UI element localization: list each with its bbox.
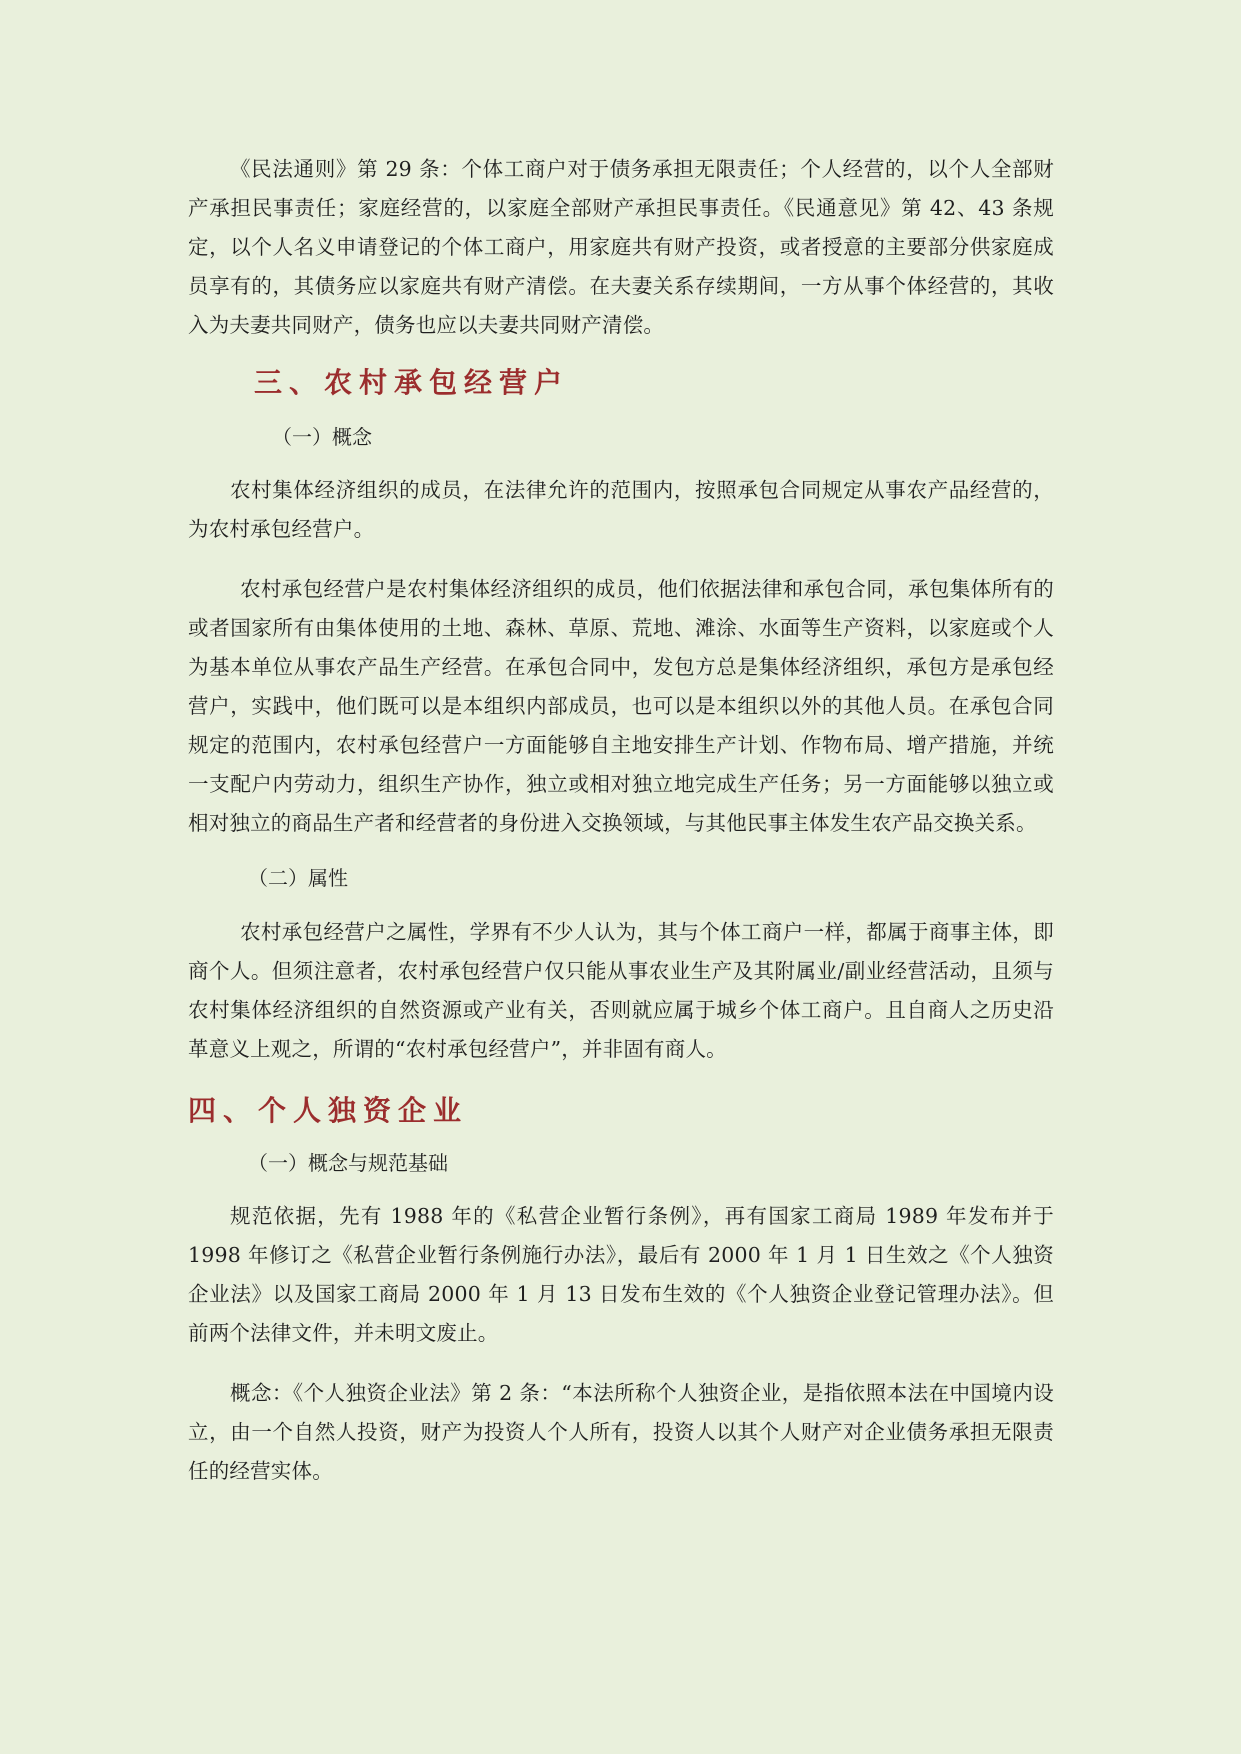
paragraph-sole-proprietorship-concept: 概念：《个人独资企业法》第 2 条：“本法所称个人独资企业，是指依照本法在中国境内设立，由一个自然人投资，财产为投资人个人所有，投资人以其个人财产对企业债务承担无限责任的经营实体。 — [188, 1381, 1054, 1483]
document-body — [188, 150, 1054, 1491]
paragraph-civil-law-article-29: 《民法通则》第 29 条：个体工商户对于债务承担无限责任；个人经营的，以个人全部财产承担民事责任；家庭经营的，以家庭全部财产承担民事责任。《民通意见》第 42、43 条规定，以个人名义申请登记的个体工商户，用家庭共有财产投资，或者授意的主要部分供家庭成员享有的，其债务应以家庭共有财产清偿。在夫妻关系存续期间，一方从事个体经营的，其收入为夫妻共同财产，债务也应以夫妻共同财产清偿。 — [188, 157, 1054, 337]
paragraph-rural-household-definition: 农村集体经济组织的成员，在法律允许的范围内，按照承包合同规定从事农产品经营的，为农村承包经营户。 — [188, 478, 1054, 541]
subheading-attribute: （二）属性 — [248, 866, 348, 890]
paragraph-regulatory-basis: 规范依据，先有 1988 年的《私营企业暂行条例》，再有国家工商局 1989 年发布并于 1998 年修订之《私营企业暂行条例施行办法》，最后有 2000 年 1 月 1 日生效之《个人独资企业法》以及国家工商局 2000 年 1 月 13 日发布生效的《个人独资企业登记管理办法》。但前两个法律文件，并未明文废止。 — [188, 1204, 1054, 1345]
subheading-concept-and-basis: （一）概念与规范基础 — [248, 1151, 448, 1175]
section-heading-sole-proprietorship: 四、个人独资企业 — [188, 1094, 469, 1127]
section-heading-rural-contract-households: 三、农村承包经营户 — [254, 366, 570, 399]
subheading-concept: （一）概念 — [272, 425, 372, 449]
paragraph-rural-household-attribute: 农村承包经营户之属性，学界有不少人认为，其与个体工商户一样，都属于商事主体，即商个人。但须注意者，农村承包经营户仅只能从事农业生产及其附属业/副业经营活动，且须与农村集体经济组织的自然资源或产业有关，否则就应属于城乡个体工商户。且自商人之历史沿革意义上观之，所谓的“农村承包经营户”，并非固有商人。 — [188, 920, 1054, 1061]
paragraph-rural-household-description: 农村承包经营户是农村集体经济组织的成员，他们依据法律和承包合同，承包集体所有的或者国家所有由集体使用的土地、森林、草原、荒地、滩涂、水面等生产资料，以家庭或个人为基本单位从事农产品生产经营。在承包合同中，发包方总是集体经济组织，承包方是承包经营户，实践中，他们既可以是本组织内部成员，也可以是本组织以外的其他人员。在承包合同规定的范围内，农村承包经营户一方面能够自主地安排生产计划、作物布局、增产措施，并统一支配户内劳动力，组织生产协作，独立或相对独立地完成生产任务；另一方面能够以独立或相对独立的商品生产者和经营者的身份进入交换领域，与其他民事主体发生农产品交换关系。 — [188, 577, 1054, 835]
